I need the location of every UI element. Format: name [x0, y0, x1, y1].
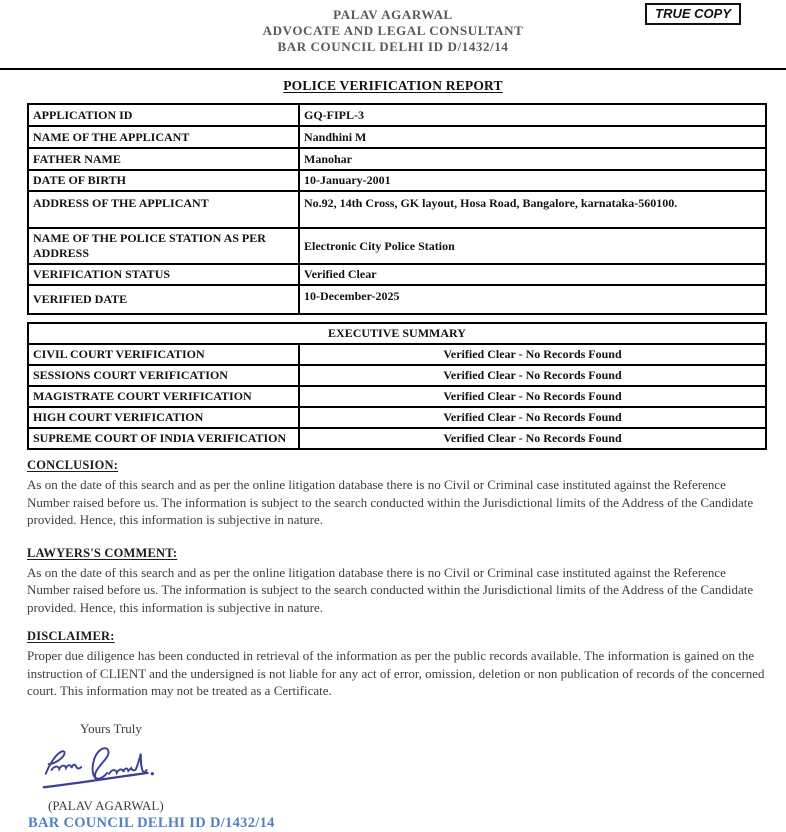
row-label: HIGH COURT VERIFICATION	[28, 407, 299, 428]
table-row	[28, 228, 766, 264]
table-row	[28, 191, 766, 228]
letterhead-designation: ADVOCATE AND LEGAL CONSULTANT	[262, 23, 524, 38]
row-label: MAGISTRATE COURT VERIFICATION	[28, 386, 299, 407]
header-divider	[0, 68, 786, 70]
row-label: DATE OF BIRTH	[28, 170, 299, 191]
row-label: CIVIL COURT VERIFICATION	[28, 344, 299, 365]
table-row	[28, 104, 766, 126]
executive-summary-title: EXECUTIVE SUMMARY	[28, 323, 766, 344]
row-label: SUPREME COURT OF INDIA VERIFICATION	[28, 428, 299, 449]
row-label: VERIFIED DATE	[28, 285, 299, 314]
row-value: Nandhini M	[299, 126, 766, 148]
table-row	[28, 386, 766, 407]
lawyers-comment-heading: LAWYERS'S COMMENT:	[27, 545, 178, 560]
row-value: 10-December-2025	[299, 285, 766, 314]
disclaimer-section	[27, 629, 765, 700]
lawyers-comment-body: As on the date of this search and as per the online litigation database there is no Civil or Criminal case instituted against the Reference Number raised before us. The information is subject to the search conducted within the Jurisdictional limits of the Address of the Candidate provided. Hence, this information is subjective in nature.	[27, 564, 754, 615]
row-label: SESSIONS COURT VERIFICATION	[28, 365, 299, 386]
row-value: Electronic City Police Station	[299, 228, 766, 264]
row-label: FATHER NAME	[28, 148, 299, 170]
row-value: Verified Clear - No Records Found	[299, 344, 766, 365]
disclaimer-heading: DISCLAIMER:	[27, 629, 115, 643]
row-value: No.92, 14th Cross, GK layout, Hosa Road, Bangalore, karnataka-560100.	[299, 191, 766, 228]
letterhead-name: PALAV AGARWAL	[333, 7, 453, 22]
row-value: Manohar	[299, 148, 766, 170]
row-label: NAME OF THE POLICE STATION AS PER ADDRESS	[28, 228, 299, 264]
row-label: NAME OF THE APPLICANT	[28, 126, 299, 148]
executive-summary-table	[27, 322, 767, 450]
signer-name: (PALAV AGARWAL)	[48, 797, 164, 813]
table-row	[28, 344, 766, 365]
table-row	[28, 126, 766, 148]
row-label: APPLICATION ID	[28, 104, 299, 126]
page-title: POLICE VERIFICATION REPORT	[283, 78, 503, 93]
conclusion-section	[27, 458, 762, 529]
conclusion-heading: CONCLUSION:	[27, 458, 119, 472]
table-row	[28, 264, 766, 285]
row-value: Verified Clear	[299, 264, 766, 285]
table-row	[28, 365, 766, 386]
true-copy-stamp: TRUE COPY	[645, 3, 741, 25]
salutation: Yours Truly	[80, 720, 142, 736]
row-value: Verified Clear - No Records Found	[299, 428, 766, 449]
table-row	[28, 170, 766, 191]
row-value: 10-January-2001	[299, 170, 766, 191]
signature-icon	[40, 743, 160, 795]
disclaimer-body: Proper due diligence has been conducted in retrieval of the information as per the public records available. The information is gained on the instruction of CLIENT and the undersigned is not liable for any act of error, omission, deletion or non publication of records of the concerned court. This information may not be treated as a Certificate.	[27, 648, 765, 698]
row-value: Verified Clear - No Records Found	[299, 386, 766, 407]
row-value: Verified Clear - No Records Found	[299, 407, 766, 428]
table-row	[28, 428, 766, 449]
applicant-info-table	[27, 103, 767, 315]
table-row	[28, 148, 766, 170]
row-value: Verified Clear - No Records Found	[299, 365, 766, 386]
row-value: GQ-FIPL-3	[299, 104, 766, 126]
row-label: ADDRESS OF THE APPLICANT	[28, 191, 299, 228]
conclusion-body: As on the date of this search and as per the online litigation database there is no Civil or Criminal case instituted against the Reference Number raised before us. The information is subject to the search conducted within the Jurisdictional limits of the Address of the Candidate provided. Hence, this information is subjective in nature.	[27, 477, 754, 527]
letterhead-bar-council-id: BAR COUNCIL DELHI ID D/1432/14	[277, 39, 509, 54]
lawyers-comment-section	[27, 546, 762, 617]
bar-council-id: BAR COUNCIL DELHI ID D/1432/14	[28, 814, 275, 831]
table-row	[28, 407, 766, 428]
table-header-row	[28, 323, 766, 344]
row-label: VERIFICATION STATUS	[28, 264, 299, 285]
table-row	[28, 285, 766, 314]
